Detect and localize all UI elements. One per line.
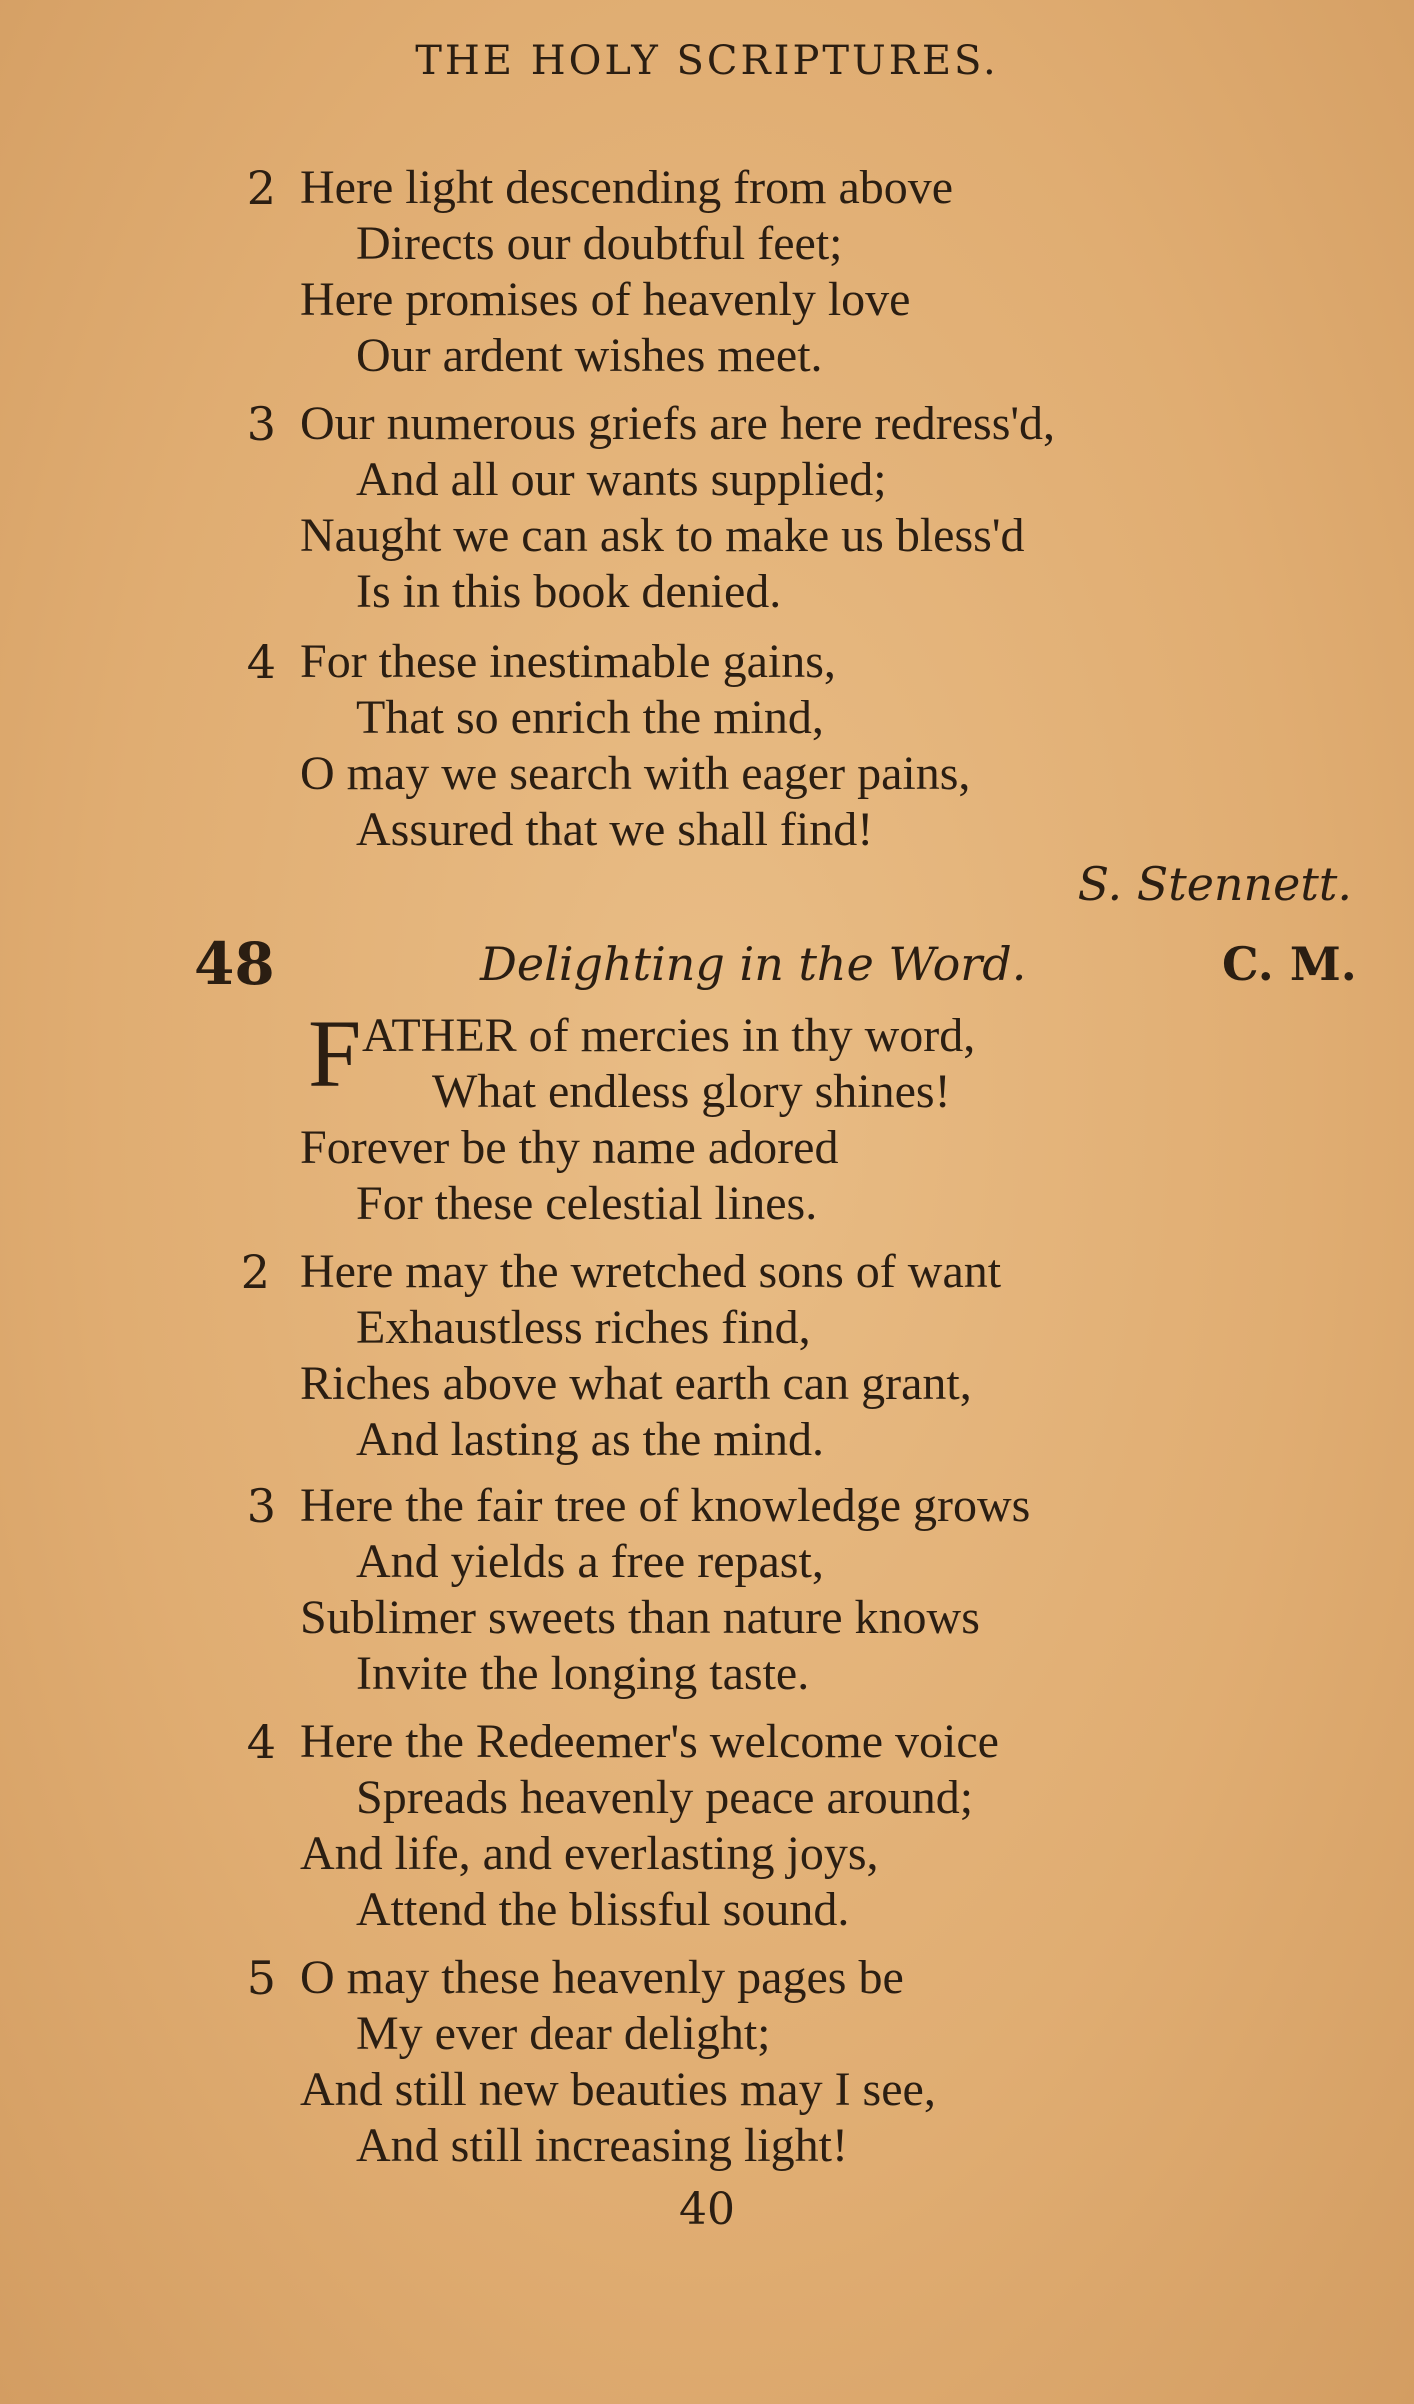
verse-line: Attend the blissful sound. (356, 1883, 850, 1936)
verse-line: Here light descending from above (300, 161, 954, 214)
verse-line: Our ardent wishes meet. (356, 329, 823, 382)
verse-number: 5 (246, 1951, 276, 2005)
verse-number: 3 (246, 397, 276, 451)
verse-line: Forever be thy name adored (300, 1121, 839, 1174)
verse-line: My ever dear delight; (356, 2007, 771, 2060)
verse-line: And life, and everlasting joys, (300, 1827, 879, 1880)
verse-line: And lasting as the mind. (356, 1413, 824, 1466)
drop-cap: F (308, 1000, 362, 1107)
verse-line: Riches above what earth can grant, (300, 1357, 972, 1410)
verse-line: Here the Redeemer's welcome voice (300, 1715, 999, 1768)
verse-line: Assured that we shall find! (356, 803, 874, 856)
verse-number: 3 (246, 1479, 276, 1533)
verse-line: For these inestimable gains, (300, 635, 836, 688)
hymn-title: Delighting in the Word. (480, 937, 1027, 991)
hymn-author: S. Stennett. (1077, 857, 1352, 911)
verse-line: That so enrich the mind, (356, 691, 824, 744)
page-number: 40 (679, 2184, 735, 2235)
verse-line: Exhaustless riches find, (356, 1301, 811, 1354)
verse-line: And still increasing light! (356, 2119, 848, 2172)
verse-number: 2 (246, 161, 276, 215)
verse-line: O may these heavenly pages be (300, 1951, 904, 2004)
verse-line: And still new beauties may I see, (300, 2063, 936, 2116)
verse-line: Invite the longing taste. (356, 1647, 810, 1700)
verse-line: And yields a free repast, (356, 1535, 824, 1588)
verse-line: Here the fair tree of knowledge grows (300, 1479, 1031, 1532)
verse-number: 4 (246, 1715, 276, 1769)
verse-line: Sublimer sweets than nature knows (300, 1591, 980, 1644)
verse-line: Our numerous griefs are here redress'd, (300, 397, 1056, 450)
verse-line: Here may the wretched sons of want (300, 1245, 1002, 1298)
verse-line: Here promises of heavenly love (300, 273, 911, 326)
hymn-48-header (0, 930, 1414, 998)
verse-line: Is in this book denied. (356, 565, 782, 618)
verse-line: Naught we can ask to make us bless'd (300, 509, 1025, 562)
verse-line: O may we search with eager pains, (300, 747, 971, 800)
verse-line: Spreads heavenly peace around; (356, 1771, 974, 1824)
verse-number: 2 (240, 1245, 270, 1299)
hymn-meter: C. M. (1222, 937, 1357, 991)
verse-line: And all our wants supplied; (356, 453, 887, 506)
verse-line: For these celestial lines. (356, 1177, 818, 1230)
running-head: THE HOLY SCRIPTURES. (415, 38, 999, 84)
hymn-number: 48 (194, 930, 275, 998)
verse-number: 4 (246, 635, 276, 689)
verse-line: ATHER of mercies in thy word, (362, 1009, 976, 1062)
verse-line: What endless glory shines! (432, 1065, 951, 1118)
verse-line: Directs our doubtful feet; (356, 217, 843, 270)
